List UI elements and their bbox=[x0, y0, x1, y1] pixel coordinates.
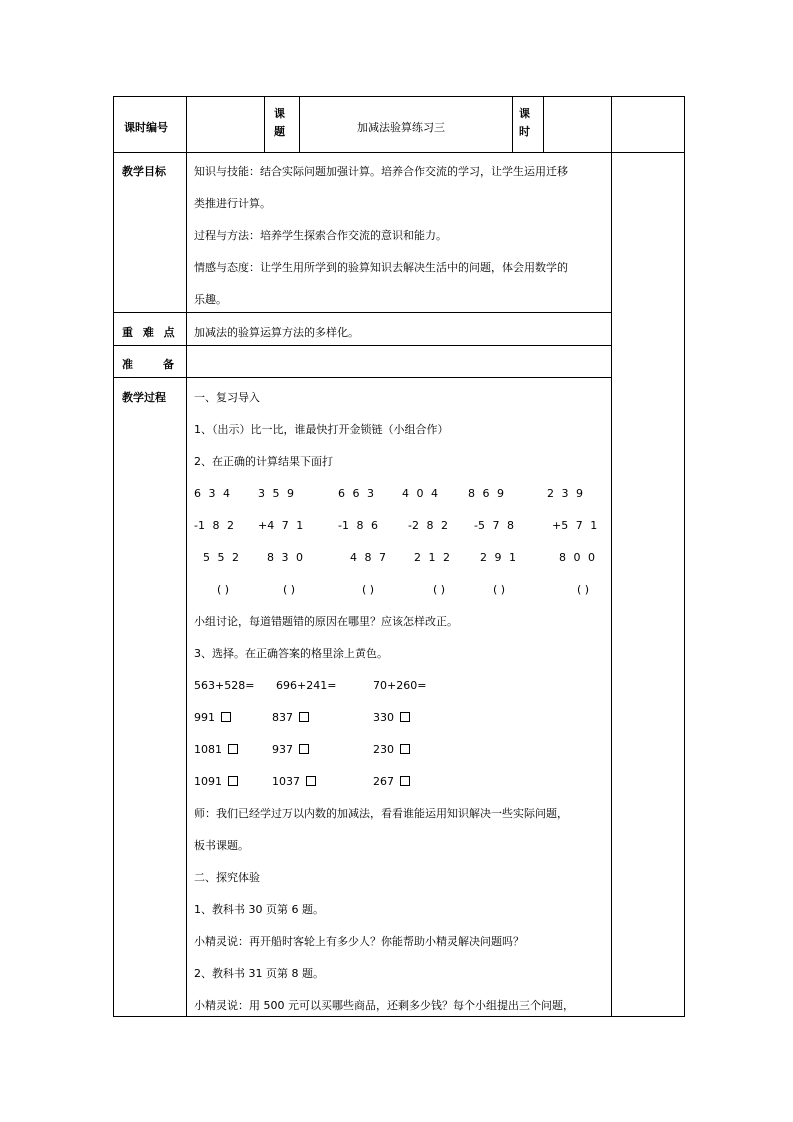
calc-operand: -2 8 2 bbox=[408, 519, 448, 532]
choice-option[interactable] bbox=[373, 743, 410, 757]
process-line: 1、（出示）比一比，谁最快打开金锁链（小组合作） bbox=[194, 423, 449, 436]
choice-option-value: 1091 bbox=[194, 775, 222, 788]
process-label: 教学过程 bbox=[122, 391, 166, 404]
process-line: 小精灵说：再开船时客轮上有多少人？你能帮助小精灵解决问题吗？ bbox=[194, 935, 524, 948]
goals-line: 知识与技能：结合实际问题加强计算。培养合作交流的学习，让学生运用迁移 bbox=[194, 165, 568, 178]
process-line: 1、教科书 30 页第 6 题。 bbox=[194, 903, 324, 916]
calc-top: 3 5 9 bbox=[258, 487, 294, 500]
choice-option[interactable] bbox=[194, 711, 231, 725]
table-border-left bbox=[113, 96, 114, 1017]
calc-operand: -1 8 2 bbox=[194, 519, 234, 532]
answer-paren: ( ) bbox=[283, 583, 296, 596]
choice-option[interactable] bbox=[194, 775, 238, 789]
table-rule bbox=[113, 312, 612, 313]
checkbox-icon[interactable] bbox=[400, 712, 410, 722]
keypoints-text: 加减法的验算运算方法的多样化。 bbox=[194, 326, 359, 339]
calc-top: 2 3 9 bbox=[547, 487, 583, 500]
hours-label-bottom: 时 bbox=[519, 125, 530, 138]
choice-option-value: 1081 bbox=[194, 743, 222, 756]
calc-result: 8 0 0 bbox=[559, 551, 595, 564]
choice-option[interactable] bbox=[272, 711, 309, 725]
section-title: 一、复习导入 bbox=[194, 391, 260, 404]
topic-title: 加减法验算练习三 bbox=[357, 121, 445, 134]
choice-option[interactable] bbox=[373, 775, 410, 789]
table-rule bbox=[113, 152, 685, 153]
choice-option-value: 991 bbox=[194, 711, 215, 724]
choice-option[interactable] bbox=[194, 743, 238, 757]
table-border-top bbox=[113, 96, 685, 97]
choice-option-value: 1037 bbox=[272, 775, 300, 788]
goals-label: 教学目标 bbox=[122, 165, 166, 178]
choice-question: 563+528= bbox=[194, 679, 255, 692]
checkbox-icon[interactable] bbox=[228, 776, 238, 786]
process-line: 2、教科书 31 页第 8 题。 bbox=[194, 967, 324, 980]
checkbox-icon[interactable] bbox=[221, 712, 231, 722]
process-line: 小精灵说：用 500 元可以买哪些商品，还剩多少钱？每个小组提出三个问题， bbox=[194, 999, 574, 1012]
table-rule bbox=[299, 96, 300, 152]
topic-label-top: 课 bbox=[274, 107, 285, 120]
table-rule bbox=[113, 345, 612, 346]
goals-line: 类推进行计算。 bbox=[194, 197, 271, 210]
table-border-right bbox=[684, 96, 685, 1017]
choice-option[interactable] bbox=[373, 711, 410, 725]
choice-option-value: 230 bbox=[373, 743, 394, 756]
calc-operand: +5 7 1 bbox=[552, 519, 598, 532]
table-rule bbox=[264, 96, 265, 152]
calc-result: 8 3 0 bbox=[267, 551, 303, 564]
answer-paren: ( ) bbox=[362, 583, 375, 596]
hours-label-top: 课 bbox=[519, 107, 530, 120]
checkbox-icon[interactable] bbox=[400, 744, 410, 754]
checkbox-icon[interactable] bbox=[306, 776, 316, 786]
calc-result: 2 1 2 bbox=[414, 551, 450, 564]
calc-operand: -1 8 6 bbox=[338, 519, 378, 532]
checkbox-icon[interactable] bbox=[299, 744, 309, 754]
table-rule bbox=[186, 96, 187, 1017]
table-rule bbox=[611, 96, 612, 1017]
table-rule bbox=[113, 377, 612, 378]
keypoints-label: 重 难 点 bbox=[122, 326, 175, 339]
calc-top: 6 6 3 bbox=[338, 487, 374, 500]
choice-option-value: 267 bbox=[373, 775, 394, 788]
calc-operand: -5 7 8 bbox=[474, 519, 514, 532]
prep-label-left: 准 bbox=[122, 358, 133, 371]
goals-line: 情感与态度：让学生用所学到的验算知识去解决生活中的问题，体会用数学的 bbox=[194, 261, 568, 274]
calc-result: 2 9 1 bbox=[480, 551, 516, 564]
answer-paren: ( ) bbox=[577, 583, 590, 596]
calc-operand: +4 7 1 bbox=[258, 519, 304, 532]
prep-label-right: 备 bbox=[163, 358, 174, 371]
table-border-bottom bbox=[113, 1016, 685, 1017]
choice-option-value: 837 bbox=[272, 711, 293, 724]
calc-result: 5 5 2 bbox=[203, 551, 239, 564]
checkbox-icon[interactable] bbox=[400, 776, 410, 786]
choice-option[interactable] bbox=[272, 775, 316, 789]
lesson-code-label: 课时编号 bbox=[124, 121, 168, 134]
process-line: 3、选择。在正确答案的格里涂上黄色。 bbox=[194, 647, 388, 660]
choice-question: 696+241= bbox=[276, 679, 337, 692]
table-rule bbox=[512, 96, 513, 152]
goals-line: 过程与方法：培养学生探索合作交流的意识和能力。 bbox=[194, 229, 447, 242]
choice-option-value: 330 bbox=[373, 711, 394, 724]
answer-paren: ( ) bbox=[217, 583, 230, 596]
calc-top: 8 6 9 bbox=[468, 487, 504, 500]
choice-option[interactable] bbox=[272, 743, 309, 757]
calc-result: 4 8 7 bbox=[350, 551, 386, 564]
calc-top: 6 3 4 bbox=[194, 487, 230, 500]
process-line: 2、在正确的计算结果下面打 bbox=[194, 455, 333, 468]
checkbox-icon[interactable] bbox=[228, 744, 238, 754]
calc-top: 4 0 4 bbox=[402, 487, 438, 500]
choice-option-value: 937 bbox=[272, 743, 293, 756]
topic-label-bottom: 题 bbox=[274, 125, 285, 138]
table-rule bbox=[543, 96, 544, 152]
answer-paren: ( ) bbox=[433, 583, 446, 596]
process-line: 小组讨论，每道错题错的原因在哪里？应该怎样改正。 bbox=[194, 615, 458, 628]
goals-line: 乐趣。 bbox=[194, 293, 227, 306]
process-line: 板书课题。 bbox=[194, 839, 249, 852]
choice-question: 70+260= bbox=[373, 679, 427, 692]
process-line: 师：我们已经学过万以内数的加减法，看看谁能运用知识解决一些实际问题， bbox=[194, 807, 568, 820]
answer-paren: ( ) bbox=[493, 583, 506, 596]
section-title: 二、探究体验 bbox=[194, 871, 260, 884]
checkbox-icon[interactable] bbox=[299, 712, 309, 722]
